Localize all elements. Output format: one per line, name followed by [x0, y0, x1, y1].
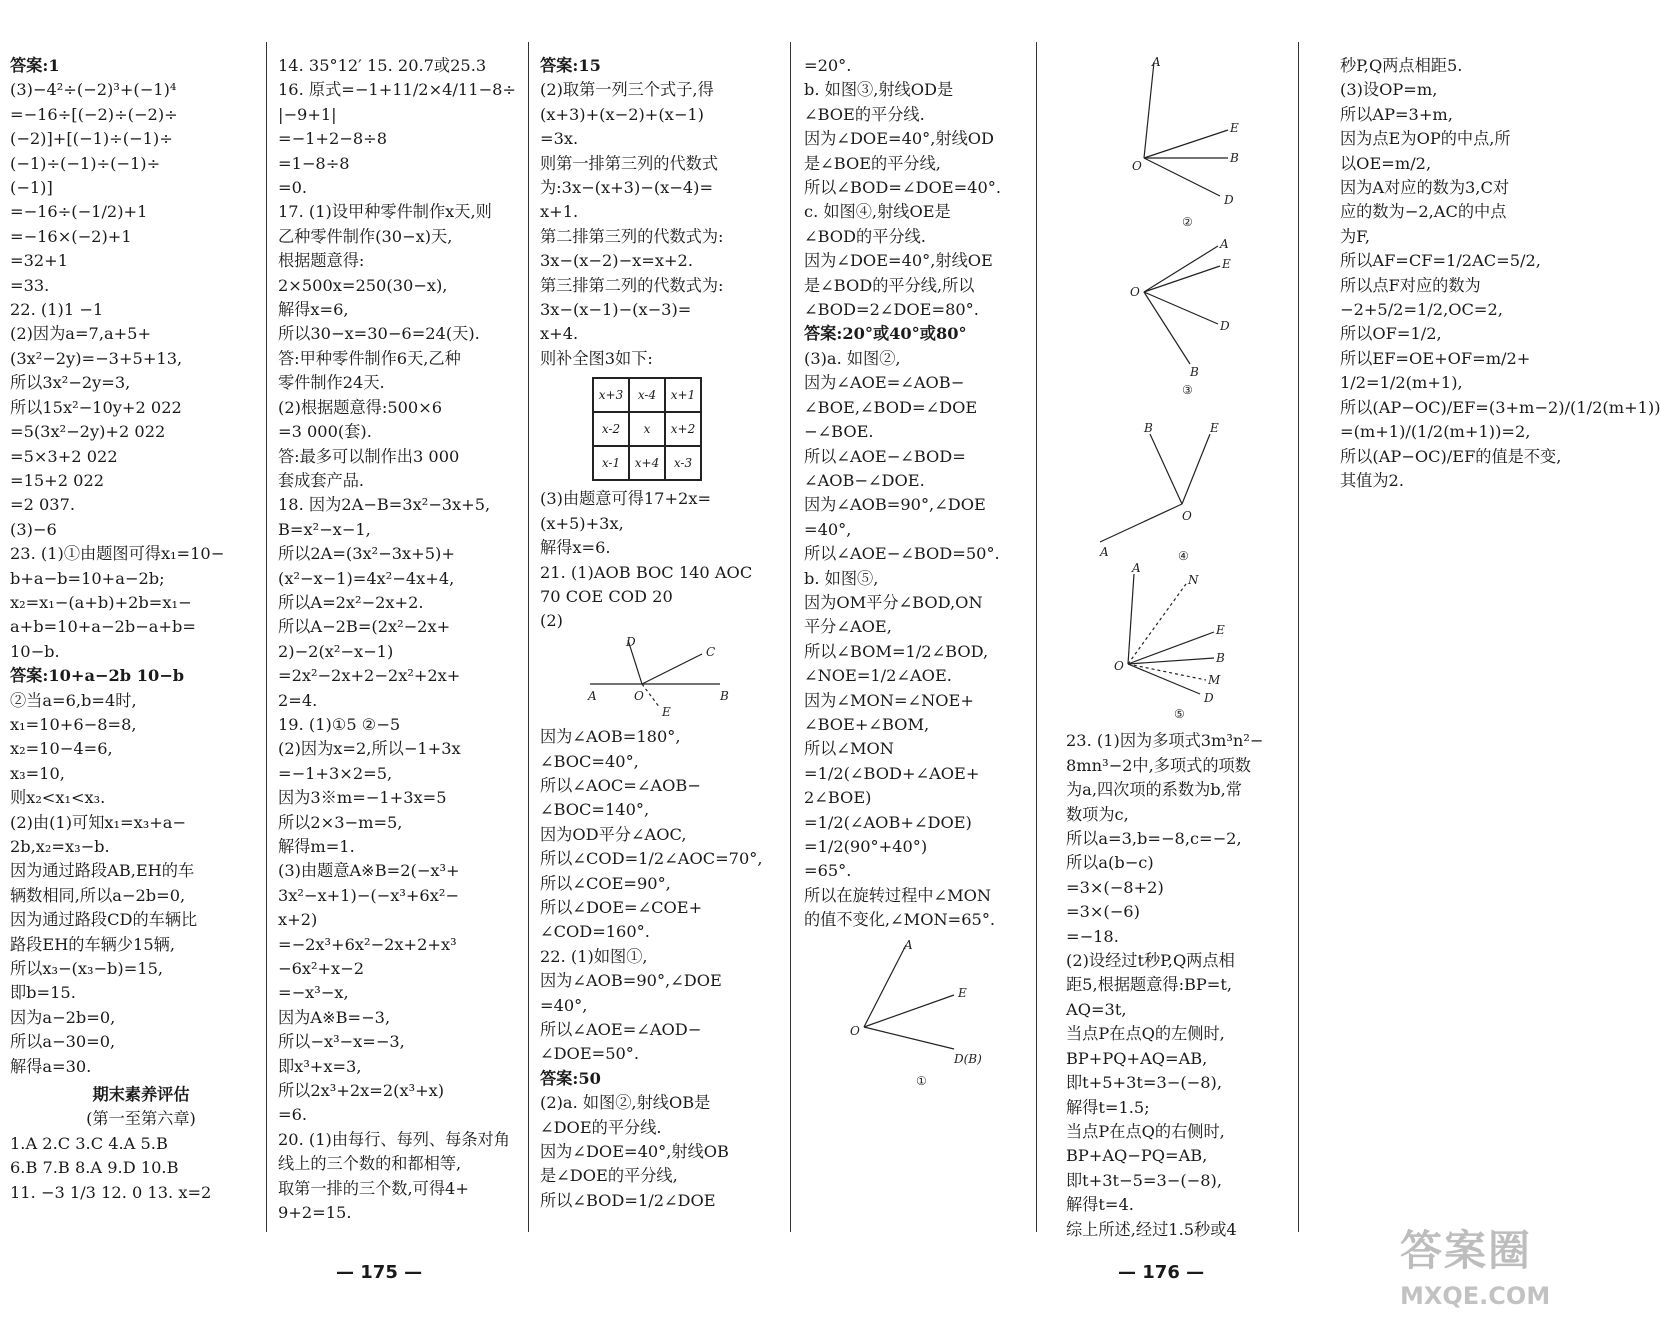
solution-line: 答案:10+a−2b 10−b [10, 666, 185, 686]
solution-line: ∠NOE=1/2∠AOE. [804, 666, 952, 686]
solution-line: 数项为c, [1066, 804, 1129, 824]
solution-line: ∠BOE,∠BOD=∠DOE [804, 397, 978, 417]
solution-line: 为a,四次项的系数为b,常 [1066, 780, 1242, 800]
solution-line: 所以30−x=30−6=24(天). [278, 324, 480, 344]
fig4-caption: ④ [1178, 549, 1189, 563]
solution-line: (3x²−2y)=−3+5+13, [10, 348, 183, 368]
solution-line: ∠DOE=50°. [540, 1044, 640, 1064]
solution-line: 所以∠COE=90°, [540, 873, 671, 893]
solution-line: 乙种零件制作(30−x)天, [278, 226, 453, 246]
solution-line: (2)因为x=2,所以−1+3x [278, 739, 461, 759]
solution-line: =1−8÷8 [278, 153, 350, 173]
solution-line: 即t+5+3t=3−(−8), [1066, 1073, 1222, 1093]
solution-line: =6. [278, 1105, 308, 1125]
solution-line: (3)由题意可得17+2x= [540, 489, 712, 509]
solution-line: 零件制作24天. [278, 373, 385, 393]
fig1-label: D(B) [954, 1051, 982, 1066]
solution-line: 2)−2(x²−x−1) [278, 641, 394, 661]
solution-line: 其值为2. [1340, 470, 1405, 490]
solution-line: 则补全图3如下: [540, 348, 653, 368]
solution-line: (−2)]+[(−1)÷(−1)÷ [10, 129, 173, 149]
solution-line: =−18. [1066, 926, 1119, 946]
choice-answers [10, 1132, 272, 1205]
solution-line: =1/2(∠AOB+∠DOE) [804, 812, 972, 832]
solution-line: 因为3※m=−1+3x=5 [278, 788, 447, 808]
grid-cell: x+1 [665, 378, 701, 412]
solution-line: 18. 因为2A−B=3x²−3x+5, [278, 495, 491, 515]
solution-line: =−1+3×2=5, [278, 763, 393, 783]
solution-line: 1/2=1/2(m+1), [1340, 373, 1463, 393]
solution-line: 即t+3t−5=3−(−8), [1066, 1170, 1222, 1190]
solution-line: =2 037. [10, 495, 76, 515]
grid-cell: x-4 [629, 378, 665, 412]
col5-lines [1066, 729, 1290, 1242]
solution-line: 17. (1)设甲种零件制作x天,则 [278, 202, 492, 222]
solution-line: 因为通过路段AB,EH的车 [10, 861, 195, 881]
solution-line: 3x²−x+1)−(−x³+6x²− [278, 885, 459, 905]
solution-line: 22. (1)1 −1 [10, 300, 104, 320]
fig3-label: A [1220, 237, 1229, 251]
solution-line: =3x. [540, 129, 579, 149]
fig5-label: D [1204, 691, 1214, 705]
solution-line: 所以∠AOE−∠BOD= [804, 446, 966, 466]
solution-line: =(m+1)/(1/2(m+1))=2, [1340, 422, 1531, 442]
solution-line: x+2) [278, 910, 318, 930]
angle-figure-21 [580, 634, 730, 718]
fig21-label: O [634, 688, 644, 703]
solution-line: 2×500x=250(30−x), [278, 275, 448, 295]
solution-line: 当点P在点Q的右侧时, [1066, 1121, 1225, 1141]
solution-line: 套成套产品. [278, 470, 365, 490]
choice-line: 1.A 2.C 3.C 4.A 5.B [10, 1133, 168, 1153]
fig2-label: O [1132, 159, 1142, 173]
solution-line: (2)根据题意得:500×6 [278, 397, 443, 417]
fig1-label: A [904, 937, 913, 952]
fig21-label: E [662, 704, 671, 719]
solution-line: 所以15x²−10y+2 022 [10, 397, 182, 417]
solution-line: ∠DOE的平分线. [540, 1117, 662, 1137]
grid-cell: x-3 [665, 446, 701, 480]
solution-line: =40°, [804, 519, 852, 539]
solution-line: 是∠DOE的平分线, [540, 1166, 678, 1186]
solution-line: 所以a−30=0, [10, 1032, 116, 1052]
solution-line: 所以A=2x²−2x+2. [278, 592, 424, 612]
solution-line: 因为∠DOE=40°,射线OD [804, 129, 995, 149]
watermark-url: MXQE.COM [1400, 1282, 1551, 1310]
solution-line: −∠BOE. [804, 422, 874, 442]
col3-lines-c [540, 725, 786, 1213]
column-3 [540, 54, 786, 1213]
solution-line: 所以点F对应的数为 [1340, 275, 1481, 295]
fig3-caption: ③ [1182, 383, 1193, 397]
solution-line: ∠BOC=40°, [540, 751, 639, 771]
solution-line: =65°. [804, 861, 852, 881]
solution-line: 所以2A=(3x²−3x+5)+ [278, 544, 455, 564]
solution-line: =15+2 022 [10, 470, 105, 490]
column-divider [266, 42, 267, 1232]
solution-line: =−16÷[(−2)÷(−2)÷ [10, 104, 178, 124]
solution-line: 所以x₃−(x₃−b)=15, [10, 959, 164, 979]
col3-lines-a [540, 54, 786, 371]
solution-line: 20. (1)由每行、每列、每条对角 [278, 1129, 510, 1149]
solution-line: 所以∠MON [804, 739, 894, 759]
solution-line: =−16×(−2)+1 [10, 226, 132, 246]
solution-line: 解得t=1.5; [1066, 1097, 1150, 1117]
solution-line: 因为点E为OP的中点,所 [1340, 129, 1511, 149]
solution-line: x₃=10, [10, 763, 65, 783]
solution-line: 23. (1)①由题图可得x₁=10− [10, 544, 225, 564]
solution-line: (3)−6 [10, 519, 57, 539]
fig5-label: A [1132, 561, 1141, 575]
solution-line: 10−b. [10, 641, 60, 661]
solution-line: x₁=10+6−8=8, [10, 714, 137, 734]
fig5-label: E [1216, 623, 1225, 637]
solution-line: 答:甲种零件制作6天,乙种 [278, 348, 461, 368]
solution-line: 16. 原式=−1+11/2×4/11−8÷ [278, 80, 516, 100]
fig4-label: A [1100, 545, 1109, 559]
exam-title: 期末素养评估 [92, 1085, 190, 1105]
solution-line: 是∠BOE的平分线, [804, 153, 941, 173]
column-divider [790, 42, 791, 1232]
solution-line: 根据题意得: [278, 251, 365, 271]
solution-line: 所以−x³−x=−3, [278, 1032, 405, 1052]
grid-cell: x-2 [593, 412, 629, 446]
grid-cell: x-1 [593, 446, 629, 480]
solution-line: 所以(AP−OC)/EF=(3+m−2)/(1/2(m+1)) [1340, 397, 1661, 417]
col3-lines-b [540, 487, 786, 633]
col4-lines [804, 54, 1032, 933]
magic-square-table [592, 377, 702, 481]
solution-line: 因为∠MON=∠NOE+ [804, 690, 974, 710]
solution-line: (3)设OP=m, [1340, 80, 1438, 100]
fig3-label: D [1220, 319, 1230, 333]
solution-line: =5(3x²−2y)+2 022 [10, 422, 166, 442]
solution-line: 所以EF=OE+OF=m/2+ [1340, 348, 1531, 368]
watermark-text: 答案圈 [1400, 1226, 1533, 1275]
solution-line: 所以2×3−m=5, [278, 812, 403, 832]
solution-line: 答案:50 [540, 1068, 601, 1088]
solution-line: x+4. [540, 324, 579, 344]
fig2-caption: ② [1182, 215, 1193, 229]
solution-line: =3 000(套). [278, 422, 372, 442]
angle-figures-2-5 [1070, 54, 1280, 724]
solution-line: 因为∠AOB=90°,∠DOE [540, 971, 722, 991]
solution-line: =−16÷(−1/2)+1 [10, 202, 148, 222]
solution-line: 2b,x₂=x₃−b. [10, 837, 110, 856]
fig1-label: E [958, 985, 967, 1000]
solution-line: 答案:15 [540, 56, 601, 75]
column-6 [1340, 54, 1661, 493]
solution-line: 为F, [1340, 226, 1371, 246]
solution-line: ∠BOD=2∠DOE=80°. [804, 300, 979, 320]
solution-line: 平分∠AOE, [804, 617, 892, 637]
solution-line: 的值不变化,∠MON=65°. [804, 910, 996, 930]
fig5-caption: ⑤ [1174, 707, 1185, 721]
solution-line: b+a−b=10+a−2b; [10, 568, 165, 588]
solution-line: 所以∠AOE−∠BOD=50°. [804, 544, 1000, 564]
solution-line: 第三排第二列的代数式为: [540, 275, 724, 295]
solution-line: 解得t=4. [1066, 1195, 1134, 1215]
solution-line: 所以在旋转过程中∠MON [804, 885, 992, 905]
column-5 [1066, 54, 1290, 1242]
solution-line: 19. (1)①5 ②−5 [278, 714, 401, 734]
solution-line: 因为OM平分∠BOD,ON [804, 592, 983, 612]
fig5-label: N [1188, 573, 1199, 587]
solution-line: =3×(−8+2) [1066, 877, 1164, 897]
solution-line: 21. (1)AOB BOC 140 AOC [540, 562, 753, 582]
solution-line: (−1)÷(−1)÷(−1)÷ [10, 153, 161, 173]
solution-line: 所以OF=1/2, [1340, 324, 1442, 344]
column-4 [804, 54, 1032, 1096]
watermark-logo [1400, 1218, 1596, 1330]
solution-line: =5×3+2 022 [10, 446, 118, 466]
solution-line: 14. 35°12′ 15. 20.7或25.3 [278, 56, 487, 75]
solution-line: 因为OD平分∠AOC, [540, 824, 687, 844]
solution-line: c. 如图④,射线OE是 [804, 202, 951, 222]
solution-line: 解得x=6, [278, 300, 349, 320]
column-divider [528, 42, 529, 1232]
fig3-label: O [1130, 285, 1140, 299]
fig4-label: B [1144, 421, 1153, 435]
solution-line: x₂=10−4=6, [10, 739, 113, 759]
solution-line: =−x³−x, [278, 983, 349, 1003]
solution-line: 解得m=1. [278, 837, 355, 856]
solution-line: 所以2x³+2x=2(x³+x) [278, 1081, 445, 1101]
solution-line: −6x²+x−2 [278, 959, 365, 979]
solution-line: =−2x³+6x²−2x+2+x³ [278, 934, 457, 954]
solution-line: 解得a=30. [10, 1056, 92, 1076]
fig5-label: B [1216, 651, 1225, 665]
fig21-label: B [720, 688, 729, 703]
solution-line: ∠BOD的平分线. [804, 226, 926, 246]
solution-line: =2x²−2x+2−2x²+2x+ [278, 666, 461, 686]
fig4-label: O [1182, 509, 1192, 523]
solution-line: 所以(AP−OC)/EF的值是不变, [1340, 446, 1562, 466]
solution-line: 是∠BOD的平分线,所以 [804, 275, 975, 295]
grid-cell: x+2 [665, 412, 701, 446]
solution-line: 3x−(x−1)−(x−3)= [540, 300, 692, 320]
solution-line: b. 如图③,射线OD是 [804, 80, 954, 100]
grid-cell: x+3 [593, 378, 629, 412]
column-2 [278, 54, 524, 1226]
solution-line: 当点P在点Q的左侧时, [1066, 1024, 1225, 1044]
column-divider [1298, 42, 1299, 1232]
fig21-label: A [588, 688, 597, 703]
solution-line: ∠AOB−∠DOE. [804, 470, 925, 490]
fig4-label: E [1210, 421, 1219, 435]
solution-line: 所以A−2B=(2x²−2x+ [278, 617, 451, 637]
solution-line: 则第一排第三列的代数式 [540, 153, 719, 173]
solution-line: 因为∠DOE=40°,射线OB [540, 1142, 729, 1162]
choice-line: 11. −3 1/3 12. 0 13. x=2 [10, 1182, 212, 1202]
solution-line: 9+2=15. [278, 1203, 352, 1223]
solution-line: 所以∠DOE=∠COE+ [540, 897, 703, 917]
solution-line: 第二排第三列的代数式为: [540, 226, 724, 246]
solution-line: (2)因为a=7,a+5+ [10, 324, 152, 344]
solution-line: ∠COD=160°. [540, 922, 650, 942]
solution-line: |−9+1| [278, 104, 337, 124]
solution-line: =20°. [804, 56, 852, 75]
page-number-right: — 176 — [1118, 1262, 1205, 1283]
angle-figure-1 [824, 939, 1014, 1089]
solution-line: 以OE=m/2, [1340, 153, 1432, 173]
solution-line: (3)−4²÷(−2)³+(−1)⁴ [10, 80, 177, 100]
solution-line: 因为∠AOB=180°, [540, 727, 681, 747]
solution-line: 辆数相同,所以a−2b=0, [10, 885, 186, 905]
fig2-label: D [1224, 193, 1234, 207]
solution-line: (x²−x−1)=4x²−4x+4, [278, 568, 455, 588]
fig2-label: E [1230, 121, 1239, 135]
solution-line: 则x₂<x₁<x₃. [10, 788, 106, 808]
grid-cell: x+4 [629, 446, 665, 480]
solution-line: (x+3)+(x−2)+(x−1) [540, 104, 704, 124]
solution-line: 3x−(x−2)−x=x+2. [540, 251, 694, 271]
col6-lines [1340, 54, 1661, 493]
solution-line: 路段EH的车辆少15辆, [10, 934, 175, 954]
solution-line: 应的数为−2,AC的中点 [1340, 202, 1507, 222]
solution-line: (3)a. 如图②, [804, 348, 901, 368]
solution-line: 因为∠AOE=∠AOB− [804, 373, 965, 393]
solution-line: 所以∠BOD=1/2∠DOE [540, 1190, 716, 1210]
solution-line: ∠BOE的平分线. [804, 104, 925, 124]
solution-line: (2)设经过t秒P,Q两点相 [1066, 951, 1235, 971]
solution-line: 答案:1 [10, 56, 60, 75]
solution-line: =40°, [540, 995, 588, 1015]
solution-line: 线上的三个数的和都相等, [278, 1154, 462, 1174]
solution-line: x₂=x₁−(a+b)+2b=x₁− [10, 592, 192, 612]
solution-line: (2)由(1)可知x₁=x₃+a− [10, 812, 186, 832]
fig21-label: D [626, 634, 636, 649]
fig3-label: E [1222, 257, 1231, 271]
solution-line: 因为∠DOE=40°,射线OE [804, 251, 993, 271]
fig5-label: M [1208, 673, 1221, 687]
solution-line: =3×(−6) [1066, 902, 1140, 922]
solution-line: 因为∠AOB=90°,∠DOE [804, 495, 986, 515]
solution-line: 8mn³−2中,多项式的项数 [1066, 755, 1251, 775]
solution-line: 所以∠COD=1/2∠AOC=70°, [540, 849, 763, 869]
solution-line: =33. [10, 275, 50, 295]
solution-line: ∠BOE+∠BOM, [804, 714, 930, 734]
solution-line: (−1)] [10, 178, 53, 198]
solution-line: 所以∠BOD=∠DOE=40°. [804, 178, 1001, 198]
solution-line: −2+5/2=1/2,OC=2, [1340, 300, 1503, 320]
page-number-left: — 175 — [336, 1262, 423, 1283]
solution-line: =0. [278, 178, 308, 198]
col1-lines [10, 54, 272, 1079]
solution-line: 为:3x−(x+3)−(x−4)= [540, 178, 714, 198]
solution-line: (x+5)+3x, [540, 513, 624, 533]
solution-line: 所以∠AOE=∠AOD− [540, 1020, 702, 1039]
solution-line: AQ=3t, [1066, 999, 1127, 1019]
solution-line: 所以a=3,b=−8,c=−2, [1066, 829, 1242, 849]
fig2-label: B [1230, 151, 1239, 165]
solution-line: 距5,根据题意得:BP=t, [1066, 975, 1233, 995]
solution-line: (2)取第一列三个式子,得 [540, 80, 714, 100]
solution-line: ∠BOC=140°, [540, 800, 650, 820]
column-1 [10, 54, 272, 1205]
choice-line: 6.B 7.B 8.A 9.D 10.B [10, 1158, 179, 1178]
solution-line: 取第一排的三个数,可得4+ [278, 1178, 469, 1198]
solution-line: 解得x=6. [540, 538, 611, 558]
solution-line: BP+PQ+AQ=AB, [1066, 1048, 1208, 1068]
grid-cell: x [629, 412, 665, 446]
fig2-label: A [1152, 55, 1161, 69]
solution-line: 因为A对应的数为3,C对 [1340, 178, 1510, 198]
column-divider [1036, 42, 1037, 1232]
solution-line: =32+1 [10, 251, 69, 271]
solution-line: 所以3x²−2y=3, [10, 373, 131, 393]
solution-line: (2) [540, 611, 563, 631]
solution-line: 因为a−2b=0, [10, 1007, 116, 1027]
fig1-caption: ① [916, 1073, 927, 1088]
solution-line: 因为通过路段CD的车辆比 [10, 910, 198, 930]
solution-line: b. 如图⑤, [804, 568, 879, 588]
solution-line: 即b=15. [10, 983, 76, 1003]
solution-line: x+1. [540, 202, 579, 222]
solution-line: 即x³+x=3, [278, 1056, 362, 1076]
solution-line: =1/2(90°+40°) [804, 837, 928, 856]
solution-line: 23. (1)因为多项式3m³n²− [1066, 731, 1264, 751]
exam-subtitle: (第一至第六章) [86, 1109, 196, 1129]
solution-line: ②当a=6,b=4时, [10, 690, 137, 710]
solution-line: 答:最多可以制作出3 000 [278, 446, 460, 466]
solution-line: 所以AF=CF=1/2AC=5/2, [1340, 251, 1541, 271]
solution-line: =1/2(∠BOD+∠AOE+ [804, 763, 980, 783]
solution-line: 22. (1)如图①, [540, 946, 648, 966]
fig3-label: B [1190, 365, 1199, 379]
solution-line: =−1+2−8÷8 [278, 129, 388, 149]
solution-line: (3)由题意A※B=2(−x³+ [278, 861, 460, 881]
solution-line: 所以AP=3+m, [1340, 104, 1453, 124]
solution-line: (2)a. 如图②,射线OB是 [540, 1093, 711, 1113]
solution-line: 因为A※B=−3, [278, 1007, 391, 1027]
solution-line: 所以∠AOC=∠AOB− [540, 775, 701, 795]
solution-line: 70 COE COD 20 [540, 586, 673, 606]
solution-line: 答案:20°或40°或80° [804, 324, 967, 344]
fig21-label: C [706, 644, 716, 659]
solution-line: BP+AQ−PQ=AB, [1066, 1146, 1208, 1166]
solution-line: 综上所述,经过1.5秒或4 [1066, 1219, 1237, 1239]
solution-line: 2=4. [278, 690, 318, 710]
solution-line: 所以a(b−c) [1066, 853, 1154, 873]
fig5-label: O [1114, 659, 1124, 673]
solution-line: a+b=10+a−2b−a+b= [10, 617, 196, 637]
solution-line: 2∠BOE) [804, 788, 872, 808]
fig1-label: O [850, 1023, 860, 1038]
col2-lines [278, 54, 524, 1226]
solution-line: B=x²−x−1, [278, 519, 371, 539]
solution-line: 所以∠BOM=1/2∠BOD, [804, 641, 989, 661]
solution-line: 秒P,Q两点相距5. [1340, 56, 1463, 75]
